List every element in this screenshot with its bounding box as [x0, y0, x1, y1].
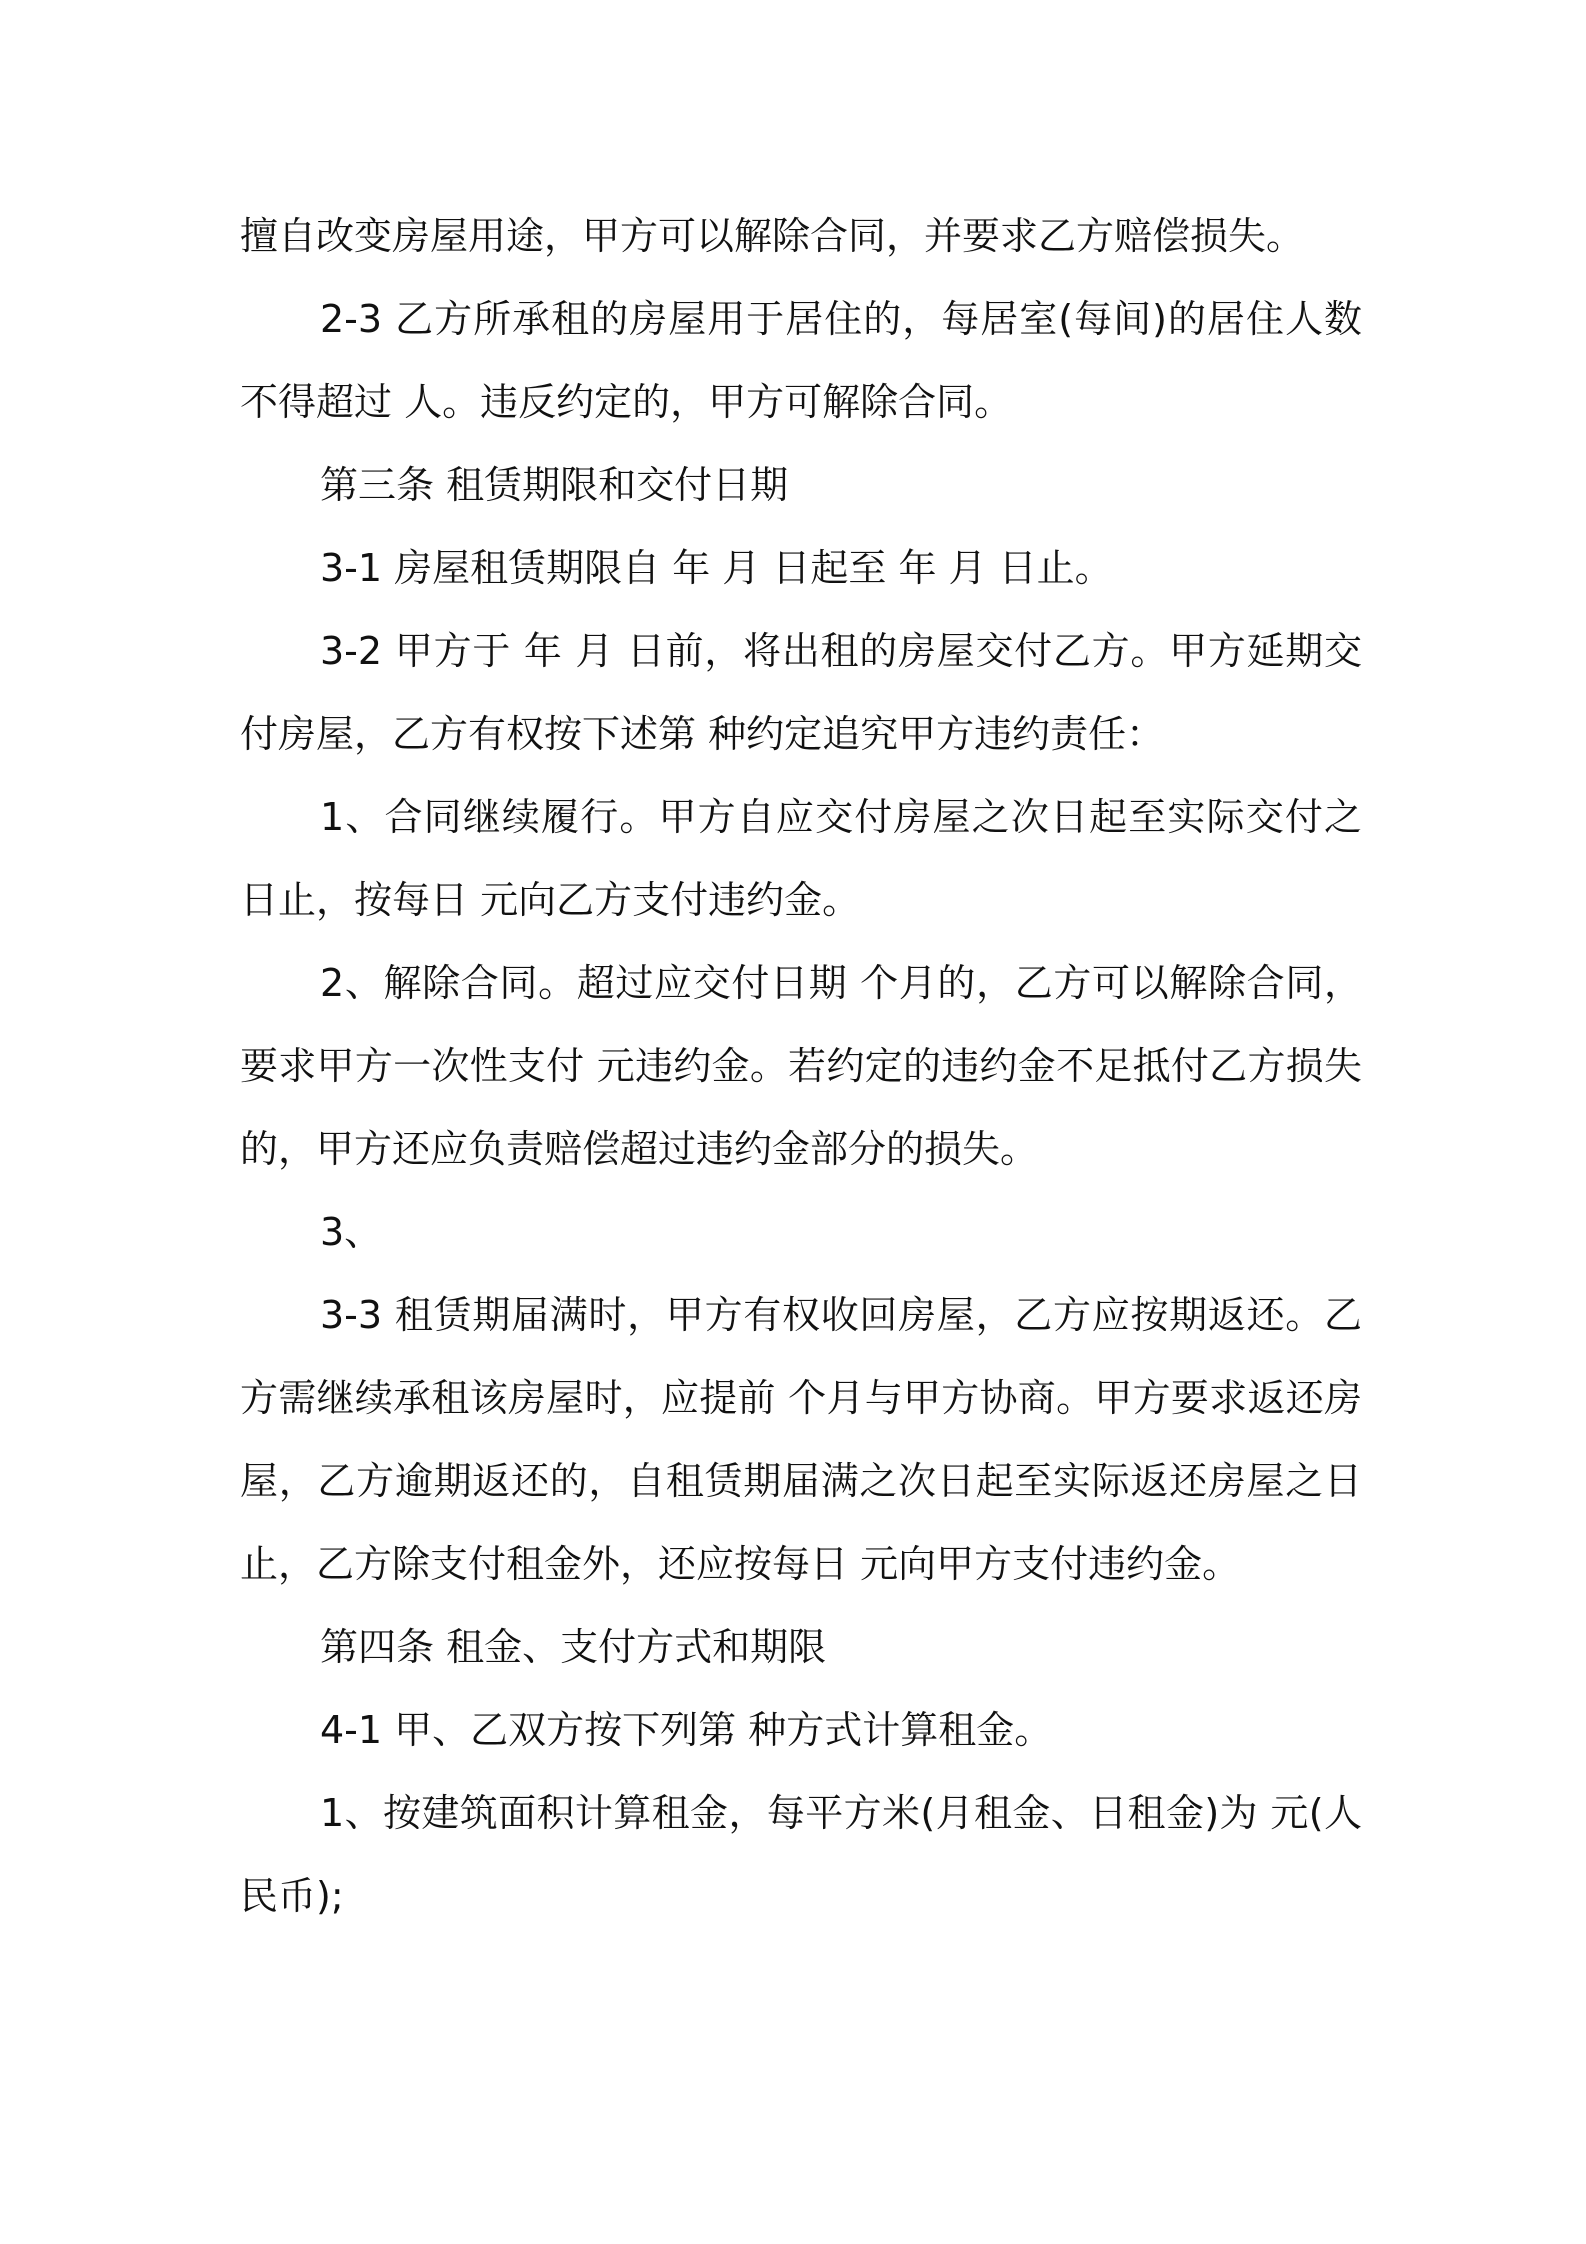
paragraph: 1、按建筑面积计算租金，每平方米(月租金、日租金)为 元(人民币);: [240, 1791, 1362, 1918]
paragraph: 1、合同继续履行。甲方自应交付房屋之次日起至实际交付之日止，按每日 元向乙方支付违约金。: [240, 795, 1362, 922]
paragraph: 3、: [320, 1210, 383, 1254]
paragraph: 4-1 甲、乙双方按下列第 种方式计算租金。: [320, 1708, 1053, 1752]
section-heading: 第四条 租金、支付方式和期限: [320, 1625, 827, 1669]
paragraph: 2、解除合同。超过应交付日期 个月的，乙方可以解除合同，要求甲方一次性支付 元违约金。若约定的违约金不足抵付乙方损失的，甲方还应负责赔偿超过违约金部分的损失。: [240, 961, 1362, 1171]
paragraph: 2-3 乙方所承租的房屋用于居住的，每居室(每间)的居住人数不得超过 人。违反约定的，甲方可解除合同。: [240, 297, 1362, 424]
paragraph: 3-2 甲方于 年 月 日前，将出租的房屋交付乙方。甲方延期交付房屋，乙方有权按下述第 种约定追究甲方违约责任：: [240, 629, 1362, 756]
section-heading: 第三条 租赁期限和交付日期: [320, 463, 789, 507]
paragraph: 3-1 房屋租赁期限自 年 月 日起至 年 月 日止。: [320, 546, 1113, 590]
paragraph: 3-3 租赁期届满时，甲方有权收回房屋，乙方应按期返还。乙方需继续承租该房屋时，应提前 个月与甲方协商。甲方要求返还房屋，乙方逾期返还的，自租赁期届满之次日起至实际返还房屋之日止，乙方除支付租金外，还应按每日 元向甲方支付违约金。: [240, 1293, 1362, 1586]
document-page: [240, 195, 1362, 1938]
paragraph: 擅自改变房屋用途，甲方可以解除合同，并要求乙方赔偿损失。: [240, 214, 1305, 258]
